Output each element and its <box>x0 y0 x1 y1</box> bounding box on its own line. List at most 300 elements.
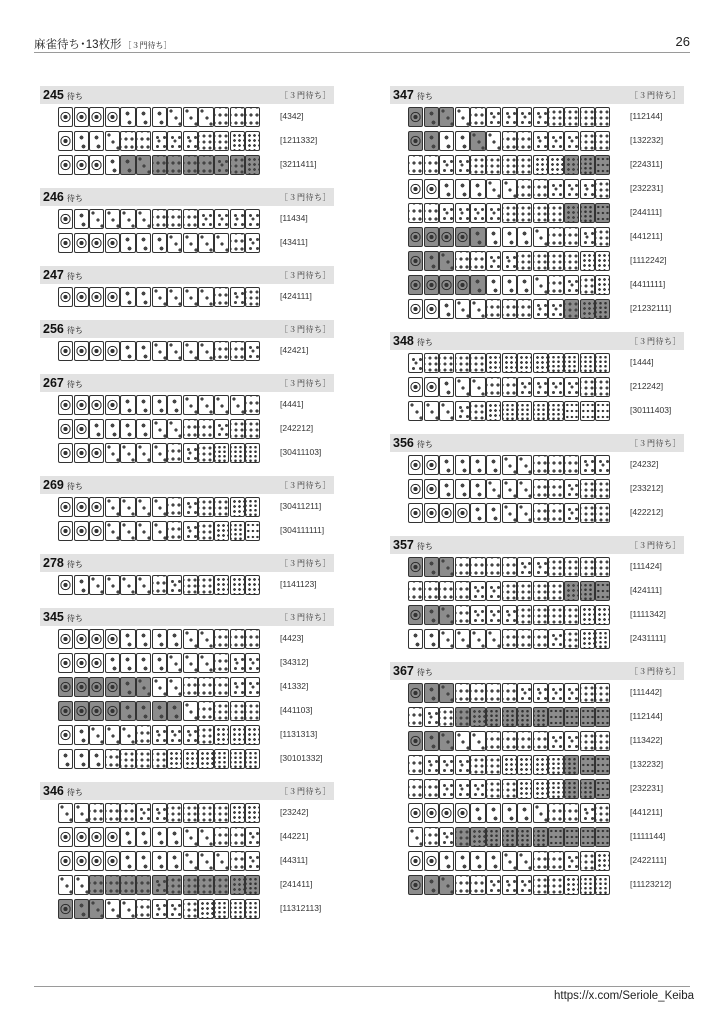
tile-pattern <box>518 780 531 798</box>
pin-1-tile-icon <box>74 629 89 649</box>
pin-6-tile-icon <box>517 155 532 175</box>
pin-7-tile-icon <box>595 275 610 295</box>
tile-pattern <box>231 234 244 252</box>
pin-5-tile-icon <box>517 557 532 577</box>
tile-pattern <box>168 804 181 822</box>
tile-pattern <box>246 804 259 822</box>
pin-4-tile-icon <box>470 251 485 271</box>
pin-3-tile-icon <box>517 851 532 871</box>
hand-row <box>40 824 334 848</box>
tile-hand <box>58 875 261 895</box>
tile-pattern <box>215 342 228 360</box>
tile-pattern <box>199 342 212 360</box>
pin-6-tile-icon <box>548 581 563 601</box>
tile-pattern <box>168 210 181 228</box>
wait-number: 348 待ち <box>393 334 433 348</box>
tile-pattern <box>246 750 259 768</box>
pin-5-tile-icon <box>533 683 548 703</box>
pin-8-tile-icon <box>517 827 532 847</box>
pin-6-tile-icon <box>214 701 229 721</box>
pin-1-tile-icon <box>105 395 120 415</box>
pin-6-tile-icon <box>595 131 610 151</box>
tile-pattern <box>409 582 422 600</box>
pin-7-tile-icon <box>470 827 485 847</box>
tile-pattern <box>168 726 181 744</box>
pin-6-tile-icon <box>580 275 595 295</box>
hand-row <box>390 176 684 200</box>
pin-2-tile-icon <box>424 107 439 127</box>
tile-pattern <box>518 300 531 318</box>
tile-pattern <box>90 900 103 918</box>
tile-pattern <box>153 804 166 822</box>
tile-pattern <box>534 354 547 372</box>
tile-pattern <box>581 276 594 294</box>
tile-pattern <box>215 498 228 516</box>
wait-label: 待ち <box>416 440 433 449</box>
pin-2-tile-icon <box>152 107 167 127</box>
tile-pattern <box>487 876 500 894</box>
tile-pattern <box>471 684 484 702</box>
tile-pattern <box>121 210 134 228</box>
pin-7-tile-icon <box>214 521 229 541</box>
pin-3-tile-icon <box>408 401 423 421</box>
tile-pattern <box>137 342 150 360</box>
wait-number: 346 待ち <box>43 784 83 798</box>
pin-1-tile-icon <box>74 341 89 361</box>
wait-label: 待ち <box>416 92 433 101</box>
tile-pattern <box>199 234 212 252</box>
tile-pattern <box>456 480 469 498</box>
tile-hand <box>58 701 261 721</box>
tile-pattern <box>168 828 181 846</box>
pin-2-tile-icon <box>136 341 151 361</box>
pin-2-tile-icon <box>439 299 454 319</box>
pin-4-tile-icon <box>167 497 182 517</box>
hand-code: [241411] <box>280 879 313 889</box>
tile-pattern <box>90 852 103 870</box>
pin-2-tile-icon <box>470 803 485 823</box>
pin-4-tile-icon <box>455 875 470 895</box>
pin-5-tile-icon <box>548 377 563 397</box>
pin-5-tile-icon <box>564 179 579 199</box>
pin-5-tile-icon <box>245 677 260 697</box>
wait-type-tag: ［３門待ち］ <box>630 337 681 346</box>
tile-pattern <box>518 630 531 648</box>
pin-8-tile-icon <box>214 443 229 463</box>
tile-pattern <box>246 396 259 414</box>
tile-pattern <box>90 342 103 360</box>
tile-pattern <box>549 252 562 270</box>
wait-label: 待ち <box>416 542 433 551</box>
tile-pattern <box>184 726 197 744</box>
tile-pattern <box>565 876 578 894</box>
pin-3-tile-icon <box>105 209 120 229</box>
wait-type-tag: ［３門待ち］ <box>280 193 331 202</box>
pin-5-tile-icon <box>564 731 579 751</box>
pin-4-tile-icon <box>470 557 485 577</box>
hand-code: [3211411] <box>280 159 317 169</box>
tile-pattern <box>518 108 531 126</box>
tile-pattern <box>409 276 422 294</box>
tile-pattern <box>59 876 72 894</box>
pin-1-tile-icon <box>89 155 104 175</box>
tile-pattern <box>425 582 438 600</box>
wait-section <box>40 266 334 308</box>
pin-6-tile-icon <box>548 875 563 895</box>
pin-3-tile-icon <box>486 131 501 151</box>
tile-pattern <box>440 480 453 498</box>
pin-5-tile-icon <box>580 227 595 247</box>
tile-pattern <box>565 378 578 396</box>
tile-pattern <box>184 828 197 846</box>
pin-7-tile-icon <box>533 155 548 175</box>
pin-1-tile-icon <box>408 851 423 871</box>
pin-5-tile-icon <box>548 629 563 649</box>
pin-8-tile-icon <box>533 401 548 421</box>
tile-hand <box>408 155 611 175</box>
tile-pattern <box>199 156 212 174</box>
pin-1-tile-icon <box>58 677 73 697</box>
tile-pattern <box>503 300 516 318</box>
tile-pattern <box>549 582 562 600</box>
tile-pattern <box>184 420 197 438</box>
pin-4-tile-icon <box>486 377 501 397</box>
tile-pattern <box>549 480 562 498</box>
pin-1-tile-icon <box>58 725 73 745</box>
hand-code: [111424] <box>630 561 662 571</box>
tile-pattern <box>425 378 438 396</box>
tile-pattern <box>168 108 181 126</box>
hand-row <box>390 578 684 602</box>
section-header <box>390 434 684 452</box>
tile-pattern <box>121 342 134 360</box>
tile-pattern <box>199 804 212 822</box>
tile-pattern <box>440 504 453 522</box>
tile-pattern <box>199 726 212 744</box>
wait-number: 245 待ち <box>43 88 83 102</box>
tile-pattern <box>518 876 531 894</box>
pin-6-tile-icon <box>214 497 229 517</box>
pin-3-tile-icon <box>183 395 198 415</box>
tile-pattern <box>409 228 422 246</box>
tile-pattern <box>121 702 134 720</box>
pin-1-tile-icon <box>439 803 454 823</box>
tile-pattern <box>199 108 212 126</box>
tile-pattern <box>75 234 88 252</box>
tile-pattern <box>121 900 134 918</box>
hand-code: [1444] <box>630 357 654 367</box>
tile-pattern <box>440 804 453 822</box>
tile-pattern <box>534 582 547 600</box>
tile-pattern <box>168 498 181 516</box>
tile-pattern <box>565 804 578 822</box>
tile-hand <box>408 629 611 649</box>
tile-pattern <box>565 504 578 522</box>
tile-pattern <box>246 726 259 744</box>
pin-5-tile-icon <box>502 605 517 625</box>
pin-4-tile-icon <box>486 683 501 703</box>
pin-6-tile-icon <box>564 629 579 649</box>
pin-1-tile-icon <box>58 899 73 919</box>
pin-7-tile-icon <box>564 203 579 223</box>
tile-pattern <box>534 504 547 522</box>
pin-6-tile-icon <box>548 605 563 625</box>
tile-pattern <box>549 732 562 750</box>
pin-8-tile-icon <box>580 779 595 799</box>
pin-4-tile-icon <box>548 851 563 871</box>
tile-pattern <box>503 828 516 846</box>
tile-pattern <box>534 708 547 726</box>
pin-1-tile-icon <box>408 479 423 499</box>
pin-2-tile-icon <box>470 479 485 499</box>
tile-pattern <box>168 900 181 918</box>
tile-pattern <box>168 396 181 414</box>
tile-pattern <box>581 828 594 846</box>
pin-1-tile-icon <box>89 395 104 415</box>
pin-5-tile-icon <box>580 803 595 823</box>
hand-code: [30111403] <box>630 405 672 415</box>
section-header <box>40 188 334 206</box>
hand-code: [24232] <box>630 459 659 469</box>
pin-4-tile-icon <box>424 155 439 175</box>
tile-pattern <box>231 678 244 696</box>
pin-5-tile-icon <box>167 131 182 151</box>
pin-2-tile-icon <box>152 827 167 847</box>
pin-4-tile-icon <box>408 155 423 175</box>
tile-pattern <box>409 504 422 522</box>
pin-3-tile-icon <box>89 725 104 745</box>
tile-pattern <box>503 156 516 174</box>
pin-6-tile-icon <box>470 353 485 373</box>
pin-6-tile-icon <box>214 803 229 823</box>
tile-pattern <box>534 402 547 420</box>
tile-pattern <box>456 684 469 702</box>
hand-code: [441211] <box>630 231 663 241</box>
tile-pattern <box>90 576 103 594</box>
tile-pattern <box>487 582 500 600</box>
pin-3-tile-icon <box>486 629 501 649</box>
tile-pattern <box>518 684 531 702</box>
hand-row <box>390 626 684 650</box>
tile-pattern <box>409 132 422 150</box>
tile-pattern <box>75 726 88 744</box>
tile-pattern <box>59 420 72 438</box>
pin-3-tile-icon <box>517 479 532 499</box>
pin-1-tile-icon <box>105 851 120 871</box>
tile-hand <box>58 653 261 673</box>
pin-4-tile-icon <box>548 503 563 523</box>
hand-row <box>390 476 684 500</box>
pin-4-tile-icon <box>533 629 548 649</box>
pin-4-tile-icon <box>533 503 548 523</box>
tile-pattern <box>487 132 500 150</box>
pin-8-tile-icon <box>245 497 260 517</box>
pin-4-tile-icon <box>89 875 104 895</box>
hand-code: [44311] <box>280 855 308 865</box>
pin-4-tile-icon <box>502 377 517 397</box>
footer-url[interactable]: https://x.com/Seriole_Keiba <box>554 990 694 1002</box>
tile-pattern <box>59 108 72 126</box>
pin-1-tile-icon <box>89 629 104 649</box>
pin-4-tile-icon <box>136 725 151 745</box>
pin-8-tile-icon <box>214 749 229 769</box>
hand-code: [233212] <box>630 483 664 493</box>
tile-hand <box>408 605 611 625</box>
tile-pattern <box>596 132 609 150</box>
pin-4-tile-icon <box>105 875 120 895</box>
wait-type-tag: ［３門待ち］ <box>630 667 681 676</box>
pin-1-tile-icon <box>408 299 423 319</box>
tile-pattern <box>471 252 484 270</box>
pin-6-tile-icon <box>470 155 485 175</box>
pin-2-tile-icon <box>424 629 439 649</box>
tile-pattern <box>106 234 119 252</box>
pin-2-tile-icon <box>74 725 89 745</box>
hand-code: [113422] <box>630 735 663 745</box>
pin-7-tile-icon <box>214 575 229 595</box>
pin-5-tile-icon <box>533 131 548 151</box>
pin-8-tile-icon <box>502 827 517 847</box>
tile-hand <box>408 851 611 871</box>
pin-4-tile-icon <box>167 155 182 175</box>
tile-pattern <box>456 276 469 294</box>
pin-5-tile-icon <box>214 419 229 439</box>
wait-label: 待ち <box>416 338 433 347</box>
tile-hand <box>58 725 261 745</box>
pin-2-tile-icon <box>89 419 104 439</box>
tile-pattern <box>534 732 547 750</box>
pin-8-tile-icon <box>245 749 260 769</box>
tile-pattern <box>59 288 72 306</box>
pin-6-tile-icon <box>439 353 454 373</box>
pin-5-tile-icon <box>183 521 198 541</box>
pin-5-tile-icon <box>486 203 501 223</box>
tile-pattern <box>565 354 578 372</box>
pin-3-tile-icon <box>167 287 182 307</box>
tile-pattern <box>409 558 422 576</box>
tile-pattern <box>106 576 119 594</box>
hand-code: [30411103] <box>280 447 322 457</box>
pin-5-tile-icon <box>424 707 439 727</box>
pin-6-tile-icon <box>486 155 501 175</box>
tile-pattern <box>565 828 578 846</box>
tile-pattern <box>231 876 244 894</box>
wait-number: 347 待ち <box>393 88 433 102</box>
tile-pattern <box>121 156 134 174</box>
tile-pattern <box>534 156 547 174</box>
tile-pattern <box>425 354 438 372</box>
pin-6-tile-icon <box>198 521 213 541</box>
pin-7-tile-icon <box>533 353 548 373</box>
tile-pattern <box>153 420 166 438</box>
tile-pattern <box>106 804 119 822</box>
pin-6-tile-icon <box>533 581 548 601</box>
pin-4-tile-icon <box>455 557 470 577</box>
pin-5-tile-icon <box>486 107 501 127</box>
pin-6-tile-icon <box>580 503 595 523</box>
pin-7-tile-icon <box>230 875 245 895</box>
tile-pattern <box>596 708 609 726</box>
tile-pattern <box>518 228 531 246</box>
tile-pattern <box>596 276 609 294</box>
pin-5-tile-icon <box>486 875 501 895</box>
tile-pattern <box>75 288 88 306</box>
pin-3-tile-icon <box>136 209 151 229</box>
tile-pattern <box>425 228 438 246</box>
tile-pattern <box>440 204 453 222</box>
tile-pattern <box>565 108 578 126</box>
tile-pattern <box>153 750 166 768</box>
wait-label: 待ち <box>66 326 83 335</box>
hand-code: [4342] <box>280 111 304 121</box>
tile-pattern <box>106 420 119 438</box>
tile-hand <box>408 779 611 799</box>
pin-2-tile-icon <box>120 419 135 439</box>
tile-hand <box>408 107 611 127</box>
tile-pattern <box>246 444 259 462</box>
tile-pattern <box>168 654 181 672</box>
tile-pattern <box>121 630 134 648</box>
tile-hand <box>408 455 611 475</box>
pin-6-tile-icon <box>595 731 610 751</box>
tile-pattern <box>471 480 484 498</box>
pin-2-tile-icon <box>120 677 135 697</box>
pin-3-tile-icon <box>439 107 454 127</box>
pin-7-tile-icon <box>183 749 198 769</box>
section-header <box>40 608 334 626</box>
pin-4-tile-icon <box>408 779 423 799</box>
pin-4-tile-icon <box>230 233 245 253</box>
pin-6-tile-icon <box>564 251 579 271</box>
tile-pattern <box>90 876 103 894</box>
pin-6-tile-icon <box>595 803 610 823</box>
tile-pattern <box>90 804 103 822</box>
pin-4-tile-icon <box>548 275 563 295</box>
tile-pattern <box>409 876 422 894</box>
pin-1-tile-icon <box>74 827 89 847</box>
tile-pattern <box>153 288 166 306</box>
pin-5-tile-icon <box>517 107 532 127</box>
pin-7-tile-icon <box>580 251 595 271</box>
tile-pattern <box>565 204 578 222</box>
pin-8-tile-icon <box>580 353 595 373</box>
pin-5-tile-icon <box>245 851 260 871</box>
pin-2-tile-icon <box>120 395 135 415</box>
tile-pattern <box>184 702 197 720</box>
pin-5-tile-icon <box>580 455 595 475</box>
pin-7-tile-icon <box>580 629 595 649</box>
pin-5-tile-icon <box>214 155 229 175</box>
tile-pattern <box>90 420 103 438</box>
tile-pattern <box>106 900 119 918</box>
pin-3-tile-icon <box>502 179 517 199</box>
tile-pattern <box>409 378 422 396</box>
pin-2-tile-icon <box>470 455 485 475</box>
pin-1-tile-icon <box>455 227 470 247</box>
tile-hand <box>408 557 611 577</box>
hand-row <box>40 206 334 230</box>
pin-2-tile-icon <box>486 275 501 295</box>
pin-4-tile-icon <box>424 827 439 847</box>
pin-4-tile-icon <box>105 803 120 823</box>
tile-pattern <box>75 876 88 894</box>
pin-2-tile-icon <box>502 275 517 295</box>
hand-code: [4441] <box>280 399 304 409</box>
tile-pattern <box>596 300 609 318</box>
hand-code: [42421] <box>280 345 309 355</box>
tile-pattern <box>487 732 500 750</box>
tile-pattern <box>199 630 212 648</box>
